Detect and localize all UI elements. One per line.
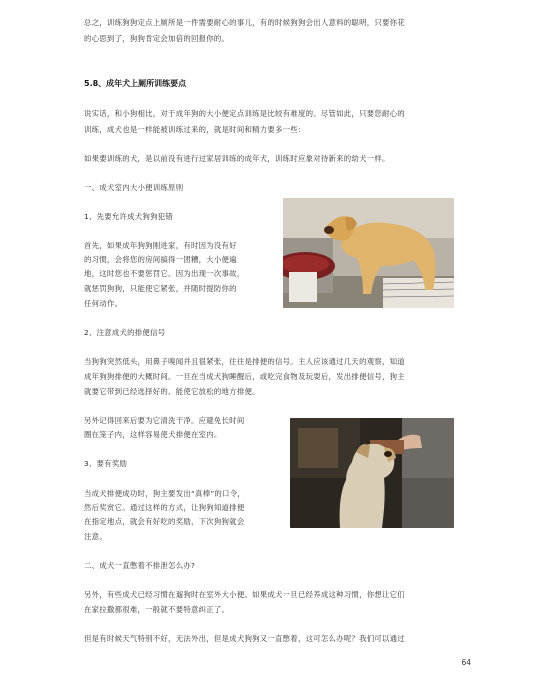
paragraph-line: 任何动作。	[84, 299, 123, 308]
dog-treat-photo	[290, 418, 454, 528]
item-heading: 2、注意成犬的排便信号	[84, 328, 166, 337]
paragraph-line: 就惩罚狗狗，只能使它紧张，并随时提防你的	[84, 284, 237, 293]
paragraph-line: 的习惯，会将您的房间搞得一团糟，大小便遍	[84, 255, 237, 264]
item-heading: 1、先要允许成犬狗狗犯错	[84, 212, 174, 221]
paragraph-line: 在家拉撒都很难，一般就不要特意纠正了。	[84, 605, 230, 614]
paragraph-line: 成年狗狗排便的大概时间。一旦在当成犬狗睡醒后，或吃完食物及玩耍后，发出排便信号，狗主	[84, 372, 405, 381]
item-heading: 3、要有奖励	[84, 459, 128, 468]
paragraph-line: 如果要训练的犬，是以前没有进行过家居训练的成年犬，训练时应象对待新来的幼犬一样。	[84, 154, 390, 163]
paragraph-line: 圈在笼子内，这样容易使犬排便在室内。	[84, 430, 222, 439]
subheading: 二、成犬一直憋着不排泄怎么办?	[84, 561, 196, 570]
subheading: 一、成犬室内大小便训练原则	[84, 183, 184, 192]
paragraph-line: 说实话，和小狗相比，对于成年狗的大小便定点训练是比较有难度的。尽管如此，只要您耐心的	[84, 109, 405, 118]
paragraph-line: 总之，训练狗狗定点上厕所是一件需要耐心的事儿，有的时候狗狗会出人意料的聪明，只要你花	[84, 18, 405, 27]
page-number: 64	[461, 658, 471, 667]
paragraph-line: 另外记得回来后要为它清洗干净。应避免长时间	[84, 416, 245, 425]
paragraph-line: 然后奖赏它。通过这样的方式，让狗狗知道排便	[84, 503, 245, 512]
paragraph-line: 但是有时候天气特别不好，无法外出，但是成犬狗狗又一直憋着，这可怎么办呢？我们可以通过	[84, 634, 405, 643]
paragraph-line: 另外，有些成犬已经习惯在遛狗时在室外大小便。如果成犬一旦已经养成这种习惯，你想让它们	[84, 590, 405, 599]
paragraph-line: 注意。	[84, 532, 107, 541]
paragraph-line: 训练，成犬也是一样能被训练过来的，就是时间和精力要多一些：	[84, 125, 306, 134]
paragraph-line: 首先，如果成年狗狗刚进家，有时因为没有好	[84, 241, 237, 250]
paragraph-line: 当成犬排便成功时，狗主要发出“真棒”的口令，	[84, 489, 245, 498]
paragraph-line: 就要它带到已经选择好的、能使它放松的地方排便。	[84, 387, 260, 396]
paragraph-line: 的心思到了，狗狗肯定会加倍的回报你的。	[84, 34, 230, 43]
paragraph-line: 地，这时您也不要惩罚它。因为出现一次事故，	[84, 269, 245, 278]
paragraph-line: 在指定地点，就会有好吃的奖励，下次狗狗就会	[84, 517, 245, 526]
section-heading: 5.8、成年犬上厕所训练要点	[84, 79, 187, 88]
dog-toilet-photo	[283, 198, 454, 308]
paragraph-line: 当狗狗突然低头，用鼻子嗅闻并且很紧张，往往是排便的信号。主人应该通过几天的观察，知道	[84, 357, 405, 366]
